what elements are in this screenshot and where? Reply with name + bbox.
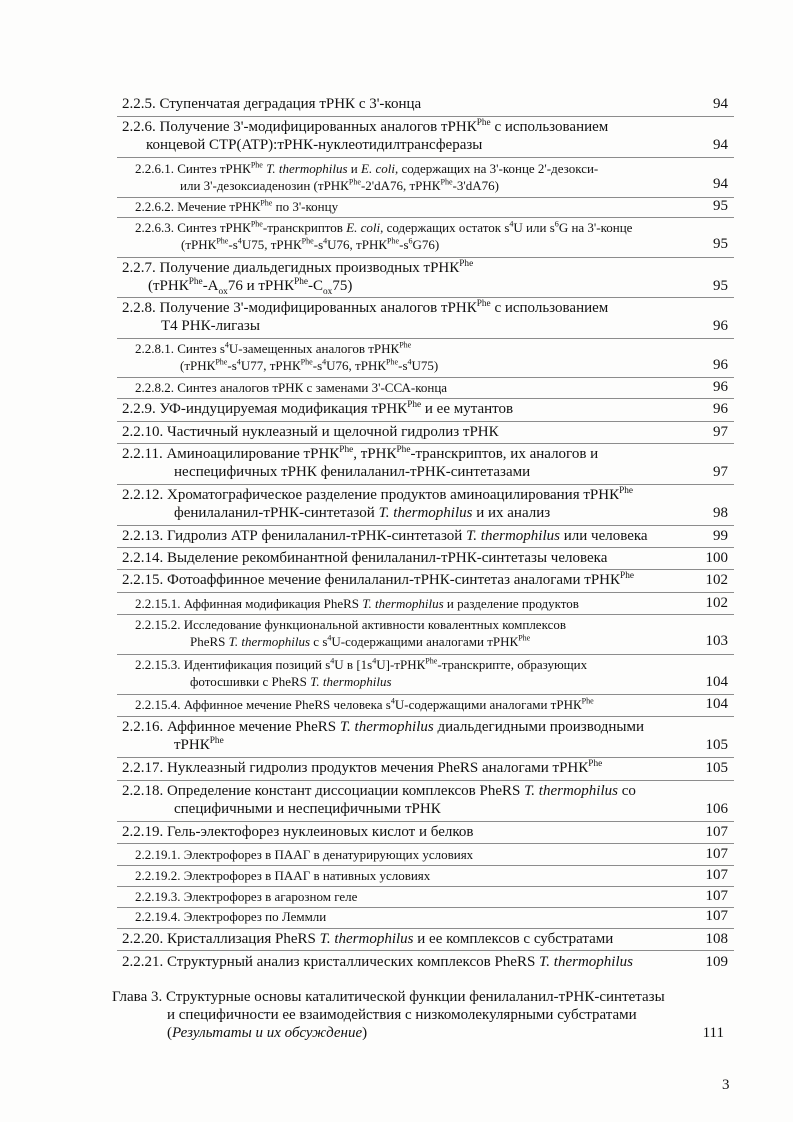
toc-entry-page: 94: [713, 96, 728, 112]
toc-entry-title: 2.2.19.4. Электрофорез по Леммли: [135, 909, 327, 924]
toc-entry-title: 2.2.21. Структурный анализ кристаллических комплексов PheRS T. thermophilus: [122, 954, 633, 970]
toc-entry-page: 104: [705, 674, 728, 690]
toc-entry-title: 2.2.19.2. Электрофорез в ПААГ в нативных условиях: [135, 868, 431, 883]
toc-entry-title: 2.2.6.1. Синтез тРНК$^{Phe}$ T. thermophilus и E. coli, содержащих на 3'-конце 2'-дезокси- или 3'-дезоксиаденозин (тРНК$^{Phe}$-2'dA76, тРНК$^{Phe}$-3'dA76): [135, 160, 599, 193]
page-number: 3: [722, 1077, 730, 1093]
toc-entry-title: 2.2.8.2. Синтез аналогов тРНК с заменами 3'-ССА-конца: [135, 380, 448, 395]
toc-entry-page: 96: [713, 379, 728, 395]
toc-entry-title: 2.2.16. Аффинное мечение PheRS T. thermophilus диальдегидными производными тРНК$^{Phe}$: [122, 719, 645, 753]
toc-entry-title: 2.2.12. Хроматографическое разделение продуктов аминоацилирования тРНК$^{Phe}$ фенилаланил-тРНК-синтетазой T. thermophilus и их анализ: [122, 486, 634, 521]
toc-entry-page: 108: [705, 931, 728, 947]
toc-entry-page: 107: [705, 824, 728, 840]
toc-entry-title: 2.2.8.1. Синтез $s^4U$-замещенных аналогов тРНК$^{Phe}$ ($тРНК^{Phe}-s^4U77$, $тРНК^{Phe}-s^4U76$, $тРНК^{Phe}-s^4U75$): [135, 340, 439, 373]
toc-entry-title: 2.2.6.2. Мечение тРНК$^{Phe}$ по 3'-концу: [135, 198, 339, 214]
toc-entry-title: 2.2.13. Гидролиз АТР фенилаланил-тРНК-синтетазой T. thermophilus или человека: [122, 528, 648, 544]
toc-entry-page: 109: [705, 954, 728, 970]
toc-entry-title: 2.2.7. Получение диальдегидных производных тРНК$^{Phe}$ ($тРНК^{Phe}-A_{ox}76$ и $тРНК^{Phe}-C_{ox}75$): [122, 259, 474, 297]
toc-entry-page: 104: [705, 696, 728, 712]
toc-entry-page: 103: [705, 633, 728, 649]
toc-entry-title: 2.2.10. Частичный нуклеазный и щелочной гидролиз тРНК: [122, 424, 499, 440]
toc-entry-title: 2.2.15.1. Аффинная модификация PheRS T. thermophilus и разделение продуктов: [135, 596, 579, 611]
toc-entry-title: 2.2.8. Получение 3'-модифицированных аналогов тРНК$^{Phe}$ с использованием Т4 РНК-лигазы: [122, 299, 609, 334]
toc-entry-title: 2.2.15.2. Исследование функциональной активности ковалентных комплексов PheRS T. thermophilus с $s^4U$-содержащими аналогами тРНК$^{Phe}$: [135, 617, 566, 649]
toc-entry-page: 107: [705, 888, 728, 904]
toc-entry-page: 107: [705, 867, 728, 883]
toc-entry-title: 2.2.20. Кристаллизация PheRS T. thermophilus и ее комплексов с субстратами: [122, 931, 614, 947]
toc-entry-page: 96: [713, 318, 728, 334]
toc-entry-page: 105: [705, 760, 728, 776]
toc-entry-title: 2.2.9. УФ-индуцируемая модификация тРНК$^{Phe}$ и ее мутантов: [122, 400, 514, 417]
toc-entry-title: 2.2.6.3. Синтез тРНК$^{Phe}$-транскриптов E. coli, содержащих остаток $s^4U$ или $s^6G$ на 3'-конце ($тРНК^{Phe}-s^4U75$, $тРНК^{Phe}-s^4U76$, $тРНК^{Phe}-s^6G76$): [135, 219, 633, 252]
toc-entry-title: 2.2.11. Аминоацилирование тРНК$^{Phe}$, тРНК$^{Phe}$-транскриптов, их аналогов и неспецифичных тРНК фенилаланил-тРНК-синтетазами: [122, 445, 599, 480]
toc-entry-page: 106: [705, 801, 728, 817]
toc-entry-page: 99: [713, 528, 728, 544]
toc-entry-title: 2.2.18. Определение констант диссоциации комплексов PheRS T. thermophilus со специфичными и неспецифичными тРНК: [122, 783, 636, 817]
toc-entry-page: 102: [705, 572, 728, 588]
toc-entry-page: 102: [705, 595, 728, 611]
toc-entry-title: 2.2.15. Фотоаффинное мечение фенилаланил-тРНК-синтетаз аналогами тРНК$^{Phe}$: [122, 571, 634, 588]
toc-entry-page: 96: [713, 357, 728, 373]
toc-entry-page: 111: [702, 1025, 724, 1041]
toc-entry-page: 97: [713, 424, 728, 440]
toc-entry-page: 98: [713, 505, 728, 521]
toc-entry-page: 105: [705, 737, 728, 753]
toc-entry-title: 2.2.15.4. Аффинное мечение PheRS человека $s^4U$-содержащими аналогами тРНК$^{Phe}$: [135, 696, 594, 712]
toc-entry-page: 95: [713, 278, 728, 294]
toc-entry-title: 2.2.19. Гель-электофорез нуклеиновых кислот и белков: [122, 824, 474, 840]
toc-entry-page: 107: [705, 908, 728, 924]
toc-entry-title: Глава 3. Структурные основы каталитической функции фенилаланил-тРНК-синтетазы и специфичности ее взаимодействия с низкомолекулярными субстратами (Результаты и их обсуждение): [112, 989, 665, 1041]
toc-entry-page: 96: [713, 401, 728, 417]
toc-entry-page: 94: [713, 176, 728, 192]
toc-entry-title: 2.2.6. Получение 3'-модифицированных аналогов тРНК$^{Phe}$ с использованием концевой CTP(ATP):тРНК-нуклеотидилтрансферазы: [122, 118, 609, 153]
toc-entry-page: 97: [713, 464, 728, 480]
toc-entry-title: 2.2.14. Выделение рекомбинантной фенилаланил-тРНК-синтетазы человека: [122, 550, 608, 566]
toc-entry-page: 94: [713, 137, 728, 153]
toc-entry-page: 95: [713, 198, 728, 214]
toc-entry-page: 95: [713, 236, 728, 252]
toc-entry-title: 2.2.15.3. Идентификация позиций $s^4U$ в $[1s^4U]-тРНК^{Phe}$-транскрипте, образующих фотосшивки с PheRS T. thermophilus: [135, 656, 588, 689]
toc-entry-title: 2.2.19.1. Электрофорез в ПААГ в денатурирующих условиях: [135, 847, 474, 862]
toc-entry-title: 2.2.19.3. Электрофорез в агарозном геле: [135, 889, 358, 904]
toc-entry-title: 2.2.5. Ступенчатая деградация тРНК с 3'-конца: [122, 96, 422, 112]
toc-entry-title: 2.2.17. Нуклеазный гидролиз продуктов мечения PheRS аналогами тРНК$^{Phe}$: [122, 759, 603, 776]
toc-entry-page: 100: [705, 550, 728, 566]
toc-entry-page: 107: [705, 846, 728, 862]
